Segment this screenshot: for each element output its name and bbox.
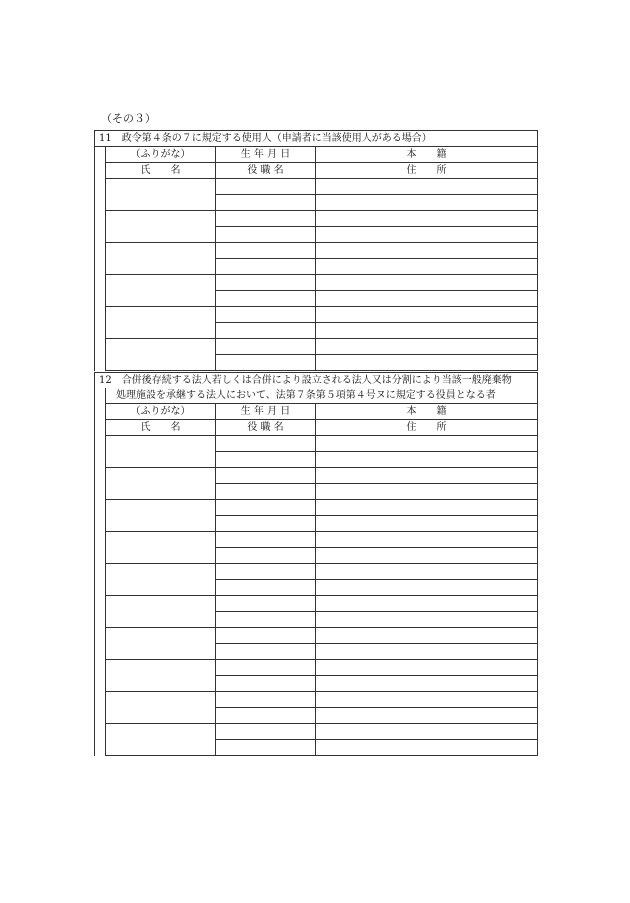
honseki-field[interactable] [316,724,538,740]
indent-gutter [95,724,106,740]
entry-row [95,660,538,676]
address-field[interactable] [316,195,538,211]
indent-gutter [95,628,106,644]
indent-gutter [95,548,106,564]
position-field[interactable] [216,676,316,692]
honseki-field[interactable] [316,500,538,516]
position-field[interactable] [216,516,316,532]
name-field[interactable] [106,596,216,628]
section-12-title-line-2: 処理施設を承継する法人において、法第７条第５項第４号ヌに規定する役員となる者 [106,388,538,404]
indent-gutter [95,339,106,355]
honseki-field[interactable] [316,211,538,227]
indent-gutter [95,195,106,211]
indent-gutter [95,564,106,580]
indent-gutter [95,323,106,339]
name-field[interactable] [106,211,216,243]
address-field[interactable] [316,580,538,596]
entry-row [95,628,538,644]
indent-gutter [95,532,106,548]
position-field[interactable] [216,708,316,724]
indent-gutter [95,147,106,163]
section-12-table [94,372,538,756]
honseki-field[interactable] [316,436,538,452]
birthdate-field[interactable] [216,724,316,740]
position-header: 役 職 名 [216,163,316,179]
indent-gutter [95,692,106,708]
section-12-title-line-1: 12 合併後存続する法人若しくは合併により設立される法人又は分割により当該一般廃棄物 [95,373,538,389]
entry-row [95,179,538,195]
name-header: 氏 名 [106,163,216,179]
entry-row [95,436,538,452]
birthdate-field[interactable] [216,211,316,227]
indent-gutter [95,500,106,516]
section-12-entries [95,436,538,756]
honseki-field[interactable] [316,339,538,355]
name-field[interactable] [106,307,216,339]
indent-gutter [95,163,106,179]
furigana-header: （ふりがな） [106,147,216,163]
name-field[interactable] [106,500,216,532]
indent-gutter [95,291,106,307]
entry-row [95,211,538,227]
page-label: （その３） [101,112,156,125]
address-field[interactable] [316,452,538,468]
position-field[interactable] [216,227,316,243]
honseki-field[interactable] [316,660,538,676]
indent-gutter [95,404,106,420]
name-field[interactable] [106,436,216,468]
indent-gutter [95,644,106,660]
name-field[interactable] [106,468,216,500]
entry-row [95,500,538,516]
birthdate-field[interactable] [216,564,316,580]
entry-row [95,724,538,740]
indent-gutter [95,580,106,596]
address-field[interactable] [316,644,538,660]
honseki-field[interactable] [316,692,538,708]
birthdate-field[interactable] [216,692,316,708]
birthdate-field[interactable] [216,532,316,548]
indent-gutter [95,436,106,452]
birthdate-field[interactable] [216,628,316,644]
address-field[interactable] [316,676,538,692]
indent-gutter [95,612,106,628]
name-header: 氏 名 [106,420,216,436]
entry-row [95,692,538,708]
name-field[interactable] [106,532,216,564]
furigana-header: （ふりがな） [106,404,216,420]
name-field[interactable] [106,692,216,724]
indent-gutter [95,740,106,756]
address-field[interactable] [316,708,538,724]
birthdate-field[interactable] [216,307,316,323]
birthdate-header: 生 年 月 日 [216,404,316,420]
birthdate-field[interactable] [216,596,316,612]
position-field[interactable] [216,259,316,275]
entry-row [95,243,538,259]
position-field[interactable] [216,355,316,371]
indent-gutter [95,596,106,612]
address-field[interactable] [316,484,538,500]
birthdate-field[interactable] [216,339,316,355]
address-header: 住 所 [316,420,538,436]
indent-gutter [95,243,106,259]
indent-gutter [95,452,106,468]
birthdate-field[interactable] [216,468,316,484]
address-field[interactable] [316,291,538,307]
birthdate-field[interactable] [216,500,316,516]
address-header: 住 所 [316,163,538,179]
indent-gutter [95,516,106,532]
position-field[interactable] [216,323,316,339]
position-header: 役 職 名 [216,420,316,436]
birthdate-field[interactable] [216,275,316,291]
section-11-table [94,130,538,371]
position-field[interactable] [216,195,316,211]
indent-gutter [95,355,106,371]
position-field[interactable] [216,740,316,756]
address-field[interactable] [316,612,538,628]
position-field[interactable] [216,291,316,307]
address-field[interactable] [316,355,538,371]
honseki-field[interactable] [316,243,538,259]
entry-row [95,596,538,612]
name-field[interactable] [106,275,216,307]
entry-row [95,307,538,323]
birthdate-field[interactable] [216,660,316,676]
birthdate-header: 生 年 月 日 [216,147,316,163]
address-field[interactable] [316,548,538,564]
name-field[interactable] [106,564,216,596]
indent-gutter [95,468,106,484]
honseki-header: 本 籍 [316,147,538,163]
honseki-field[interactable] [316,275,538,291]
indent-gutter [95,484,106,500]
address-field[interactable] [316,227,538,243]
honseki-field[interactable] [316,307,538,323]
indent-gutter [95,420,106,436]
honseki-field[interactable] [316,179,538,195]
birthdate-field[interactable] [216,436,316,452]
birthdate-field[interactable] [216,243,316,259]
section-11-title: 11 政令第４条の７に規定する使用人（申請者に当該使用人がある場合） [95,131,538,147]
name-field[interactable] [106,724,216,756]
entry-row [95,564,538,580]
position-field[interactable] [216,484,316,500]
name-field[interactable] [106,339,216,371]
name-field[interactable] [106,628,216,660]
honseki-field[interactable] [316,468,538,484]
indent-gutter [95,660,106,676]
entry-row [95,275,538,291]
address-field[interactable] [316,323,538,339]
indent-gutter [95,708,106,724]
honseki-field[interactable] [316,564,538,580]
section-11-entries [95,179,538,371]
position-field[interactable] [216,612,316,628]
address-field[interactable] [316,516,538,532]
position-field[interactable] [216,452,316,468]
position-field[interactable] [216,548,316,564]
indent-gutter [95,676,106,692]
name-field[interactable] [106,179,216,211]
honseki-header: 本 籍 [316,404,538,420]
position-field[interactable] [216,644,316,660]
indent-gutter [95,211,106,227]
indent-gutter [95,227,106,243]
honseki-field[interactable] [316,532,538,548]
indent-gutter [95,307,106,323]
entry-row [95,339,538,355]
position-field[interactable] [216,580,316,596]
indent-gutter [95,275,106,291]
entry-row [95,532,538,548]
name-field[interactable] [106,243,216,275]
entry-row [95,468,538,484]
name-field[interactable] [106,660,216,692]
honseki-field[interactable] [316,628,538,644]
address-field[interactable] [316,740,538,756]
indent-gutter [95,179,106,195]
indent-gutter [95,259,106,275]
address-field[interactable] [316,259,538,275]
birthdate-field[interactable] [216,179,316,195]
honseki-field[interactable] [316,596,538,612]
